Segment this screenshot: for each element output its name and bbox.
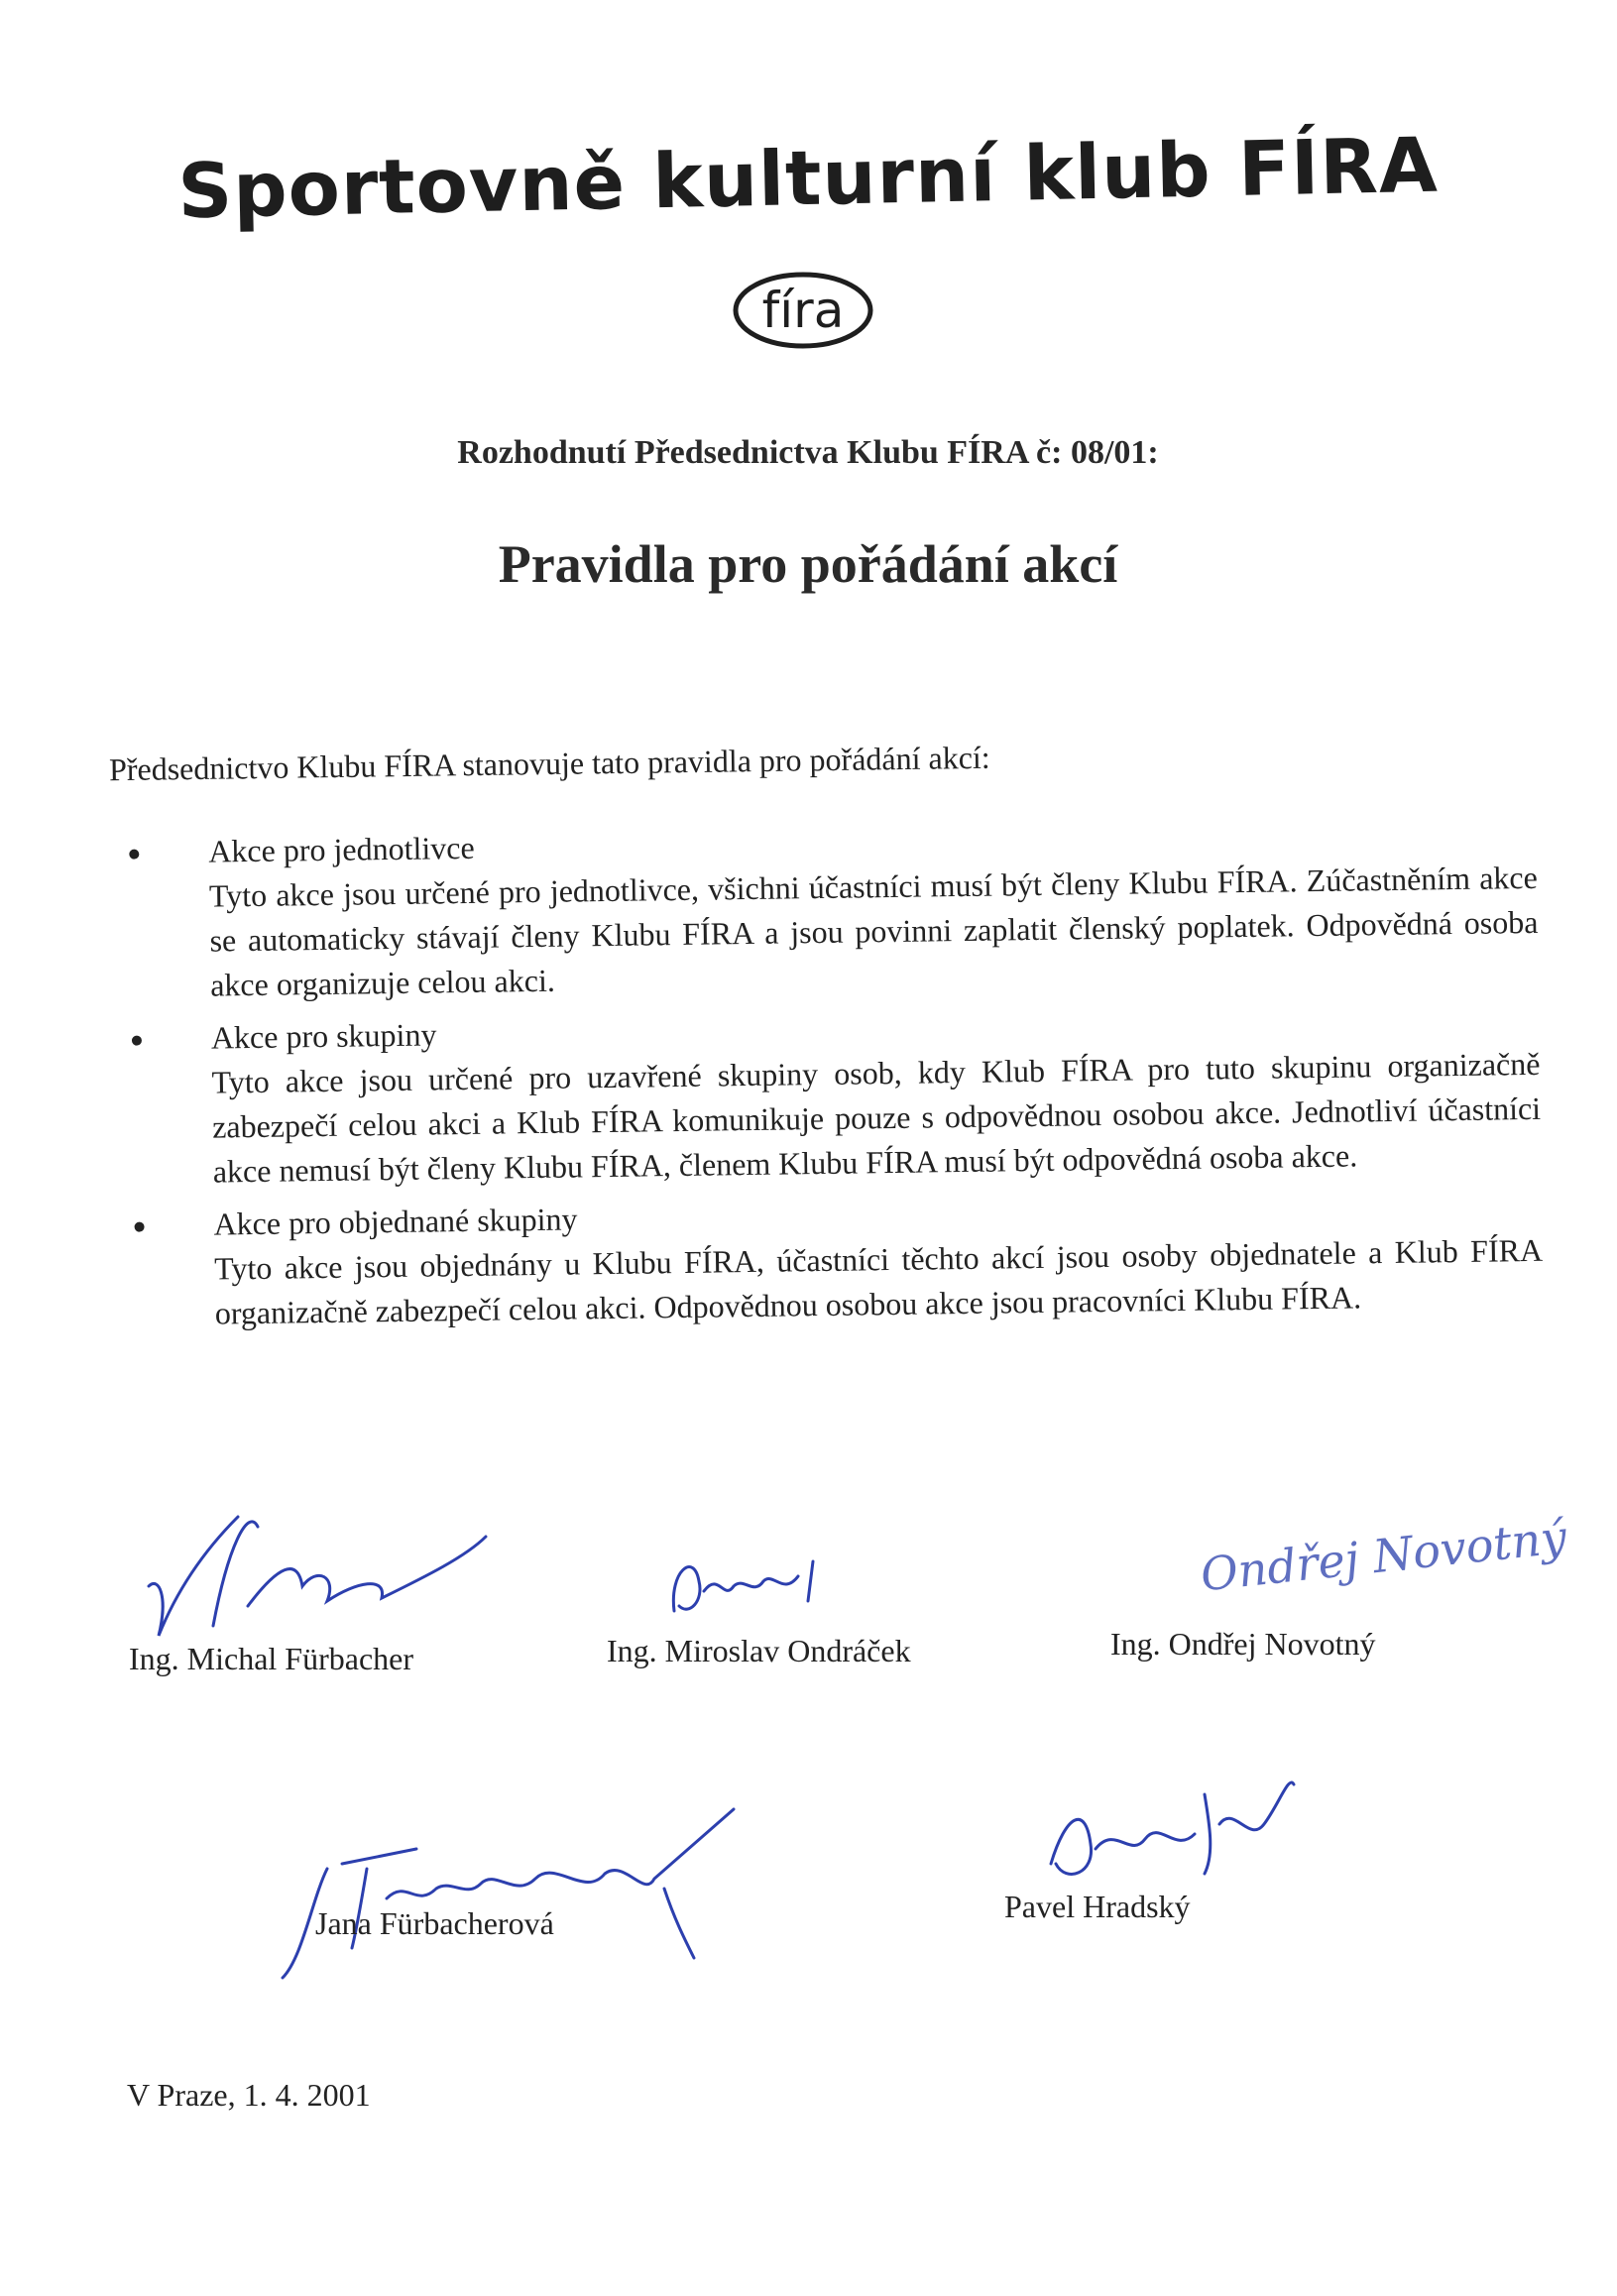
signature-furbacherova <box>268 1789 783 1988</box>
rule-body: Tyto akce jsou určené pro jednotlivce, všichni účastníci musí být členy Klubu FÍRA. Zúčastněním akce se automaticky stávají členy Klubu FÍRA a jsou povinni zaplatit členský poplatek. Odpovědná osoba akce organizuje celou akci. <box>208 859 1539 1003</box>
bullet-icon <box>135 1222 145 1232</box>
decision-heading: Rozhodnutí Předsednictva Klubu FÍRA č: 08/01: <box>457 434 1159 471</box>
list-item <box>109 811 1539 1009</box>
rule-title: Akce pro skupiny <box>210 1016 437 1056</box>
club-title: Sportovně kulturní klub FÍRA <box>176 120 1440 236</box>
bullet-icon <box>129 850 139 860</box>
signature-ondracek <box>664 1542 843 1631</box>
logo-text: fíra <box>761 282 845 339</box>
fira-logo-icon <box>729 266 877 355</box>
signatory-name: Ing. Miroslav Ondráček <box>607 1633 911 1668</box>
document-date: V Praze, 1. 4. 2001 <box>127 2077 371 2113</box>
signature-text: Ondřej Novotný <box>1198 1510 1569 1602</box>
intro-paragraph: Předsednictvo Klubu FÍRA stanovuje tato pravidla pro pořádání akcí: <box>108 739 990 788</box>
signatory-name: Pavel Hradský <box>1004 1889 1191 1924</box>
document-title: Pravidla pro pořádání akcí <box>498 534 1118 594</box>
signatory-name: Ing. Michal Fürbacher <box>129 1641 414 1676</box>
signatory-name: Ing. Ondřej Novotný <box>1110 1626 1376 1662</box>
signature-novotny <box>1190 1487 1569 1606</box>
signature-hradsky <box>1036 1765 1314 1903</box>
rule-title: Akce pro jednotlivce <box>208 829 475 869</box>
club-logo <box>729 266 877 360</box>
rule-body: Tyto akce jsou objednány u Klubu FÍRA, účastníci těchto akcí jsou osoby objednatele a Klub FÍRA organizačně zabezpečí celou akci. Odpovědnou osobou akce jsou pracovníci Klubu FÍRA. <box>213 1231 1544 1331</box>
rule-title: Akce pro objednané skupiny <box>213 1201 578 1242</box>
rules-list <box>109 811 1544 1345</box>
rule-body: Tyto akce jsou určené pro uzavřené skupiny osob, kdy Klub FÍRA pro tuto skupinu organizačně zabezpečí celou akci a Klub FÍRA komunikuje pouze s odpovědnou osobou akce. Jednotliví účastníci akce nemusí být členy Klubu FÍRA, členem Klubu FÍRA musí být odpovědná osoba akce. <box>211 1045 1542 1190</box>
list-item <box>112 997 1542 1196</box>
list-item <box>114 1184 1544 1337</box>
signatory-name: Jana Fürbacherová <box>315 1905 554 1941</box>
signature-furbacher <box>129 1487 506 1656</box>
bullet-icon <box>132 1036 142 1046</box>
